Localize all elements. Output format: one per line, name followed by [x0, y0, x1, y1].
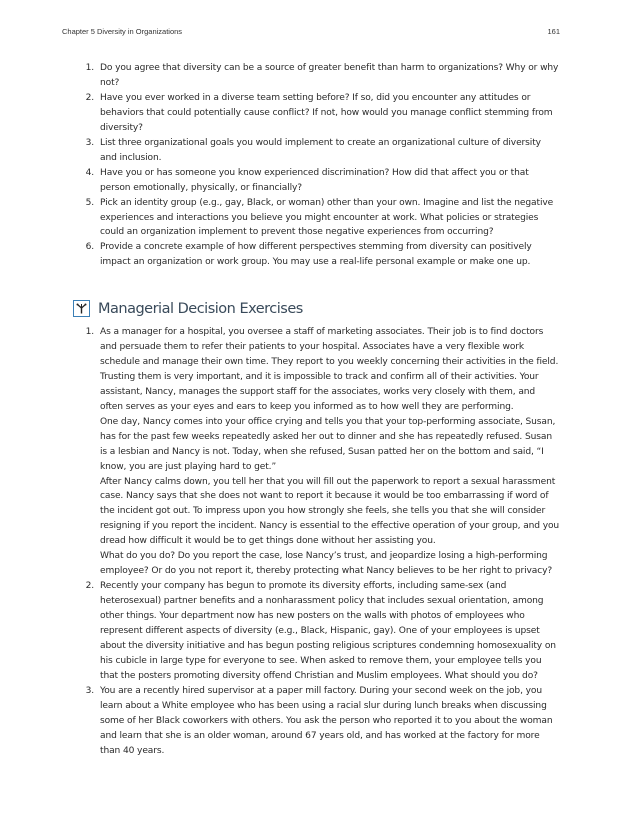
- question-item: 6. Provide a concrete example of how different perspectives stemming from diversity can positively impact an organization or work group. You may use a real-life personal example or make one up.: [85, 242, 532, 268]
- exercise-paragraph: As a manager for a hospital, you oversee a staff of marketing associates. Their job is to find doctors and persuade them to refer their patients to your hospital. Associates have a very flexible work schedule and manage their own time. They report to you weekly concerning their activities in the field. Trusting them is very important, and it is impossible to track and confirm all of their activities. Your assistant, Nancy, manages the support staff for the associates, works very closely with them, and often serves as your eyes and ears to keep you informed as to how well they are performing.: [100, 327, 559, 412]
- question-item: 5. Pick an identity group (e.g., gay, Black, or woman) other than your own. Imagine and list the negative experiences and interactions you believe you might encounter at work. What policies or strategies could an organization implement to prevent those negative experiences from occurring?: [85, 197, 554, 238]
- exercise-item: 1. As a manager for a hospital, you oversee a staff of marketing associates. Their job is to find doctors and persuade them to refer their patients to your hospital. Associates have a very flexible work schedule and manage their own time. They report to you weekly concerning their activities in the field. Trusting them is very important, and it is impossible to track and confirm all of their activities. Your assistant, Nancy, manages the support staff for the associates, works very closely with them, and often serves as your eyes and ears to keep you informed as to how well they are performing. One day, Nancy comes into your office crying and tells you that your top-performing associate, Susan, has for the past few weeks repeatedly asked her out to dinner and she has repeatedly refused. Susan is a lesbian and Nancy is not. Today, when she refused, Susan patted her on the bottom and said, “I know, you are just playing hard to get.” After Nancy calms down, you tell her that you will fill out the paperwork to report a sexual harassment case. Nancy says that she does not want to report it because it would be too embarrassing if word of the incident got out. To impress upon you how strongly she feels, she tells you that she will consider resigning if you report the incident. Nancy is essential to the effective operation of your group, and you dread how difficult it would be to get things done without her assisting you. What do you do? Do you report the case, lose Nancy’s trust, and jeopardize losing a high-performing employee? Or do you not report it, thereby protecting what Nancy believes to be her right to privacy?: [78, 325, 560, 579]
- exercise-paragraph: Recently your company has begun to promote its diversity efforts, including same-sex (and heterosexual) partner benefits and a nonharassment policy that includes sexual orientation, among other things. Your department now has new posters on the walls with photos of employees who represent different aspects of diversity (e.g., Black, Hispanic, gay). One of your employees is upset about the diversity initiative and has begun posting religious scriptures condemning homosexuality on his cubicle in large type for everyone to see. When asked to remove them, your employee tells you that the posters promoting diversity offend Christian and Muslim employees. What should you do?: [100, 581, 556, 681]
- exercise-paragraph: What do you do? Do you report the case, lose Nancy’s trust, and jeopardize losing a high-performing employee? Or do you not report it, thereby protecting what Nancy believes to be her right to privacy?: [100, 551, 553, 577]
- section-heading: [73, 300, 303, 317]
- page-number: 161: [547, 27, 560, 36]
- question-item: 1. Do you agree that diversity can be a source of greater benefit than harm to organizations? Why or why not?: [85, 63, 559, 88]
- question-item: 4. Have you or has someone you know experienced discrimination? How did that affect you or that person emotionally, physically, or financially?: [85, 167, 529, 193]
- managerial-exercises: [78, 325, 560, 759]
- exercise-paragraph: After Nancy calms down, you tell her that you will fill out the paperwork to report a sexual harassment case. Nancy says that she does not want to report it because it would be too embarrassing if word of the incident got out. To impress upon you how strongly she feels, she tells you that she will consider resigning if you report the incident. Nancy is essential to the effective operation of your group, and you dread how difficult it would be to get things done without her assisting you.: [100, 476, 560, 547]
- chapter-title: Chapter 5 Diversity in Organizations: [62, 27, 183, 36]
- section-title: Managerial Decision Exercises: [98, 300, 303, 317]
- discussion-questions: [78, 61, 560, 270]
- question-item: 3. List three organizational goals you would implement to create an organizational culture of diversity and inclusion.: [85, 137, 541, 163]
- exercise-paragraph: One day, Nancy comes into your office crying and tells you that your top-performing associate, Susan, has for the past few weeks repeatedly asked her out to dinner and she has repeatedly refused. Susan is a lesbian and Nancy is not. Today, when she refused, Susan patted her on the bottom and said, “I know, you are just playing hard to get.”: [100, 416, 556, 472]
- decision-tree-icon: [73, 300, 90, 317]
- question-item: 2. Have you ever worked in a diverse team setting before? If so, did you encounter any attitudes or behaviors that could potentially cause conflict? If not, how would you manage conflict stemming from diversity?: [85, 92, 553, 133]
- exercise-paragraph: You are a recently hired supervisor at a paper mill factory. During your second week on the job, you learn about a White employee who has been using a racial slur during lunch breaks when discussing some of her Black coworkers with others. You ask the person who reported it to you about the woman and learn that she is an older woman, around 67 years old, and has worked at the factory for more than 40 years.: [100, 685, 553, 756]
- page-header: [62, 27, 560, 36]
- exercise-item: 3. You are a recently hired supervisor at a paper mill factory. During your second week on the job, you learn about a White employee who has been using a racial slur during lunch breaks when discussing some of her Black coworkers with others. You ask the person who reported it to you about the woman and learn that she is an older woman, around 67 years old, and has worked at the factory for more than 40 years.: [78, 684, 560, 759]
- exercise-item: 2. Recently your company has begun to promote its diversity efforts, including same-sex (and heterosexual) partner benefits and a nonharassment policy that includes sexual orientation, among other things. Your department now has new posters on the walls with photos of employees who represent different aspects of diversity (e.g., Black, Hispanic, gay). One of your employees is upset about the diversity initiative and has begun posting religious scriptures condemning homosexuality on his cubicle in large type for everyone to see. When asked to remove them, your employee tells you that the posters promoting diversity offend Christian and Muslim employees. What should you do?: [78, 579, 560, 684]
